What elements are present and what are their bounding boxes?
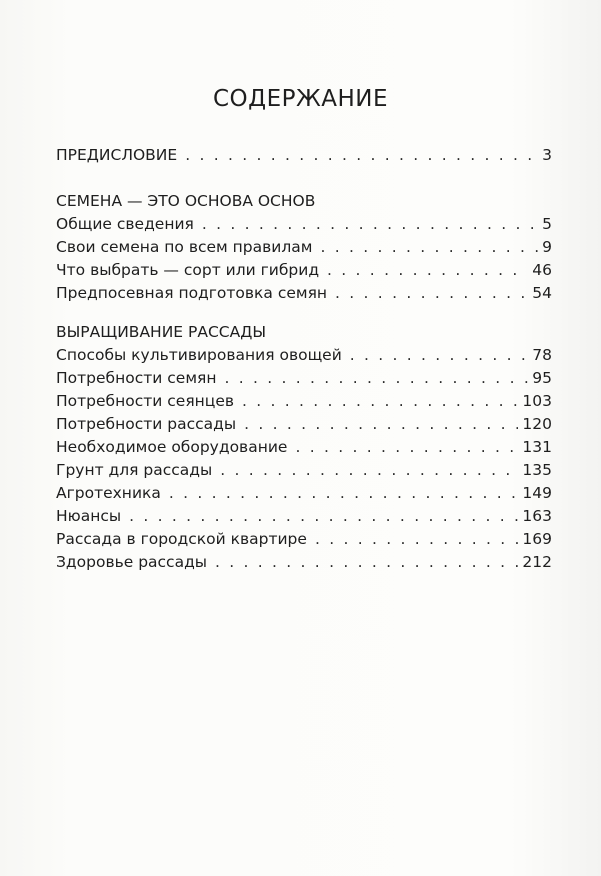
toc-entry-page: 120: [522, 415, 552, 433]
toc-entry: [56, 390, 552, 413]
leader-dots: [244, 413, 518, 436]
toc-entry-page: 212: [522, 553, 552, 571]
page-title: СОДЕРЖАНИЕ: [212, 86, 389, 112]
toc-entry: [56, 505, 552, 528]
leader-dots: [220, 459, 518, 482]
leader-dots: [320, 236, 538, 259]
toc-entry-page: 3: [542, 146, 552, 164]
toc-entry: [56, 367, 552, 390]
toc-entry-label: Предпосевная подготовка семян: [56, 284, 328, 302]
leader-dots: [335, 282, 528, 305]
toc-entry-label: Агротехника: [56, 484, 161, 502]
leader-dots: [129, 505, 518, 528]
toc-entry-page: 46: [532, 261, 552, 279]
leader-dots: [215, 551, 518, 574]
toc-entry-label: Грунт для рассады: [56, 461, 213, 479]
section-heading-seeds: СЕМЕНА — ЭТО ОСНОВА ОСНОВ: [56, 192, 316, 210]
toc-entry-page: 135: [522, 461, 552, 479]
toc-entry: [56, 213, 552, 236]
leader-dots: [224, 367, 528, 390]
toc-entry: [56, 528, 552, 551]
leader-dots: [242, 390, 518, 413]
toc-entry: [56, 259, 552, 282]
leader-dots: [185, 144, 538, 167]
section-heading-seedlings: ВЫРАЩИВАНИЕ РАССАДЫ: [56, 323, 266, 341]
leader-dots: [315, 528, 518, 551]
leader-dots: [169, 482, 519, 505]
toc-entry: [56, 413, 552, 436]
toc-entry-label: Нюансы: [56, 507, 122, 525]
toc-entry-label: Потребности сеянцев: [56, 392, 235, 410]
toc-entry-page: 54: [532, 284, 552, 302]
toc-entry: [56, 282, 552, 305]
toc-entry-page: 149: [522, 484, 552, 502]
toc-entry-label: Здоровье рассады: [56, 553, 208, 571]
toc-entry: [56, 436, 552, 459]
toc-entry: [56, 482, 552, 505]
toc-entry-page: 78: [532, 346, 552, 364]
toc-entry-label: Свои семена по всем правилам: [56, 238, 313, 256]
leader-dots: [327, 259, 528, 282]
toc-entry-label: ПРЕДИСЛОВИЕ: [56, 146, 178, 164]
toc-entry: [56, 551, 552, 574]
toc-entry: [56, 344, 552, 367]
toc-entry-label: Что выбрать — сорт или гибрид: [56, 261, 320, 279]
toc-entry-page: 5: [542, 215, 552, 233]
toc-entry-page: 103: [522, 392, 552, 410]
toc-entry: [56, 236, 552, 259]
leader-dots: [350, 344, 528, 367]
leader-dots: [202, 213, 538, 236]
toc-entry-page: 95: [532, 369, 552, 387]
toc-entry-page: 9: [542, 238, 552, 256]
toc-entry-label: Общие сведения: [56, 215, 194, 233]
toc-entry-preface: [56, 144, 552, 167]
toc-entry-label: Потребности рассады: [56, 415, 237, 433]
toc-entry-label: Способы культивирования овощей: [56, 346, 342, 364]
toc-entry-page: 163: [522, 507, 552, 525]
table-of-contents: [56, 144, 552, 574]
leader-dots: [295, 436, 518, 459]
toc-entry-page: 131: [522, 438, 552, 456]
toc-entry-label: Необходимое оборудование: [56, 438, 288, 456]
toc-entry-label: Рассада в городской квартире: [56, 530, 307, 548]
toc-entry-page: 169: [522, 530, 552, 548]
toc-entry: [56, 459, 552, 482]
toc-entry-label: Потребности семян: [56, 369, 217, 387]
